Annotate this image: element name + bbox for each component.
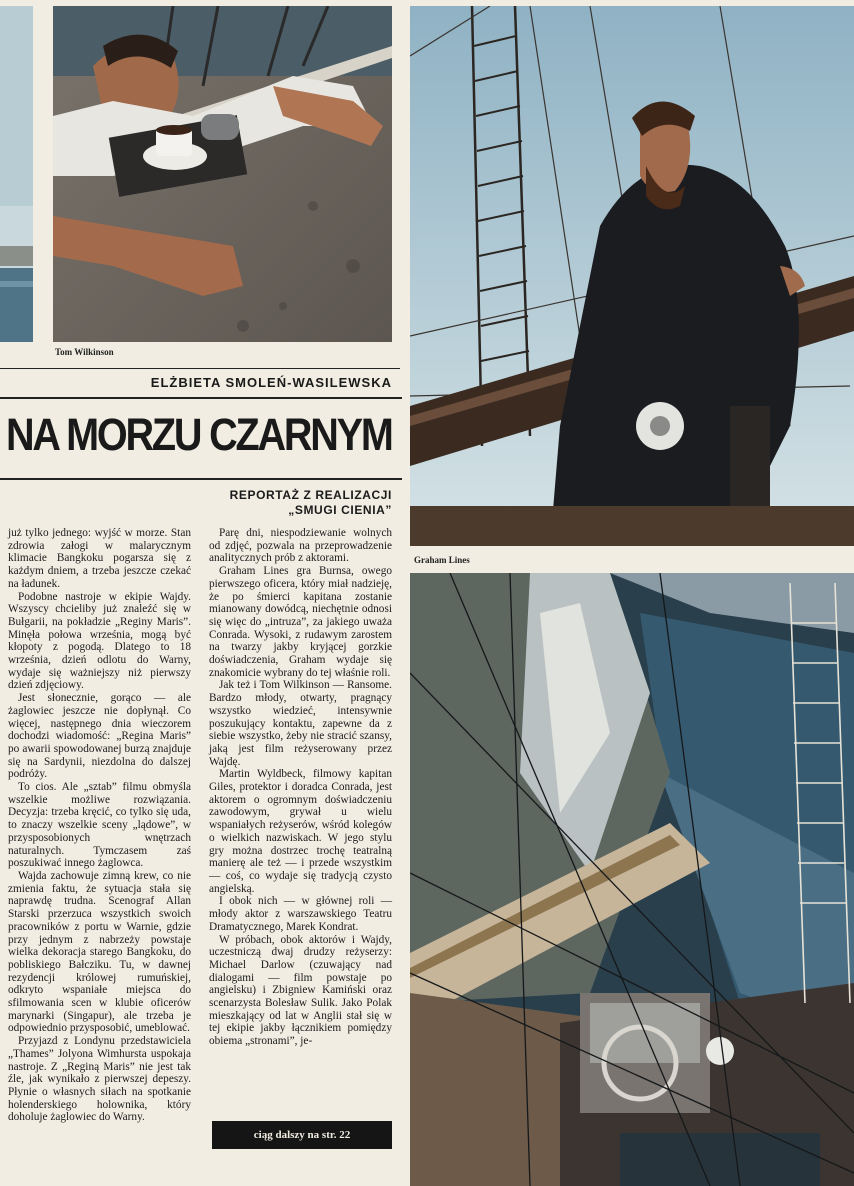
paragraph: Graham Lines gra Burnsa, owego pierwszego oficera, który miał nadzieję, że po śmierci kapitana zostanie mianowany dowódcą, niechętnie odnosi się więc do „intruza”, za jakiego uważa Conrada. Wysoki, z rudawym zarostem na twarzy jakby kryjącej gorzkie doświadczenia, Graham wydaje się znakomicie wybrany do tej właśnie roli.	[209, 565, 392, 679]
paragraph: W próbach, obok aktorów i Wajdy, uczestniczą dwaj drudzy reżyserzy: Michael Darlow (czuwający nad dialogami — film powstaje po angielsku) i Zbigniew Kamiński oraz scenarzysta Bolesław Sulik. Jako Polak mieszkający od lat w Anglii stał się w tej ekipie jakby łącznikiem pomiędzy obiema „stronami”, je-	[209, 933, 392, 1048]
caption-photo1: Tom Wilkinson	[55, 347, 114, 357]
caption-photo2: Graham Lines	[414, 555, 470, 565]
author-byline: ELŻBIETA SMOLEŃ-WASILEWSKA	[150, 375, 392, 390]
paragraph: I obok nich — w głównej roli — młody aktor z warszawskiego Teatru Dramatycznego, Marek Kondrat.	[209, 895, 392, 933]
paragraph: Wajda zachowuje zimną krew, co nie zmienia faktu, że sytuacja stała się naprawdę trudna. Scenograf Allan Starski przerzuca wszystkich swoich pracowników z portu w Warnie, gdzie przy jednym z nabrzeży powstaje wielka dekoracja starego Bangkoku, do pobliskiego Bałcziku. Tu, w dawnej rezydencji królowej rumuńskiej, odkryto wspaniałe miejsca do sfilmowania scen w klubie oficerów marynarki (Singapur), ale trzeba je odpowiednio przysposobić, umeblować.	[8, 869, 191, 1035]
photo-tom-wilkinson	[53, 6, 392, 342]
paragraph: Przyjazd z Londynu przedstawiciela „Thames” Jolyona Wimhursta uspokaja nastroje. Z „Reginą Maris” nie jest tak źle, jak wynikało z pierwszej depeszy. Płynie o własnych siłach na spotkanie holenderskiego holownika, który doholuje żaglowiec do Warny.	[8, 1035, 191, 1124]
top-rule	[0, 368, 400, 369]
text-column-2	[209, 527, 392, 1048]
paragraph: Jest słonecznie, gorąco — ale żaglowiec jeszcze nie dopłynął. Co więcej, następnego dnia wieczorem dochodzi wiadomość: „Regina Maris” po awarii spowodowanej burzą znajduje się na Sardynii, niezdolna do dalszej podróży.	[8, 692, 191, 781]
photo-ship-deck	[410, 573, 854, 1186]
continued-notice	[212, 1121, 392, 1149]
author-rule	[0, 397, 402, 399]
subtitle-line-2: „SMUGI CIENIA”	[288, 503, 392, 517]
subtitle-line-1: REPORTAŻ Z REALIZACJI	[229, 488, 392, 502]
paragraph: już tylko jednego: wyjść w morze. Stan zdrowia załogi w malarycznym klimacie Bangkoku pogarsza się z każdym dniem, a trzeba jeszcze czekać na ładunek.	[8, 527, 191, 590]
headline-rule	[0, 478, 402, 480]
article-headline: NA MORZU CZARNYM	[6, 409, 392, 460]
text-column-1	[8, 527, 191, 1124]
paragraph: Parę dni, niespodziewanie wolnych od zdjęć, pozwala na przeprowadzenie analitycznych prób z aktorami.	[209, 527, 392, 565]
continued-label: ciąg dalszy na str. 22	[253, 1129, 351, 1141]
paragraph: Podobne nastroje w ekipie Wajdy. Wszyscy chcieliby już znaleźć się w Bułgarii, na pokładzie „Reginy Maris”. Minęła połowa września, mogą być kłopoty z pogodą. Dlatego to 18 września, dzień odlotu do Warny, wydaje się ważniejszy niż pierwszy dzień zdjęciowy.	[8, 590, 191, 692]
paragraph: To cios. Ale „sztab” filmu obmyśla wszelkie możliwe rozwiązania. Decyzja: trzeba kręcić, co tylko się uda, to znaczy wszelkie sceny „lądowe”, w przysposobionych wnętrzach naturalnych. Tymczasem zaś poszukiwać innego żaglowca.	[8, 781, 191, 870]
paragraph: Martin Wyldbeck, filmowy kapitan Giles, protektor i doradca Conrada, jest aktorem o ogromnym doświadczeniu zawodowym, grywał u wielu wspaniałych reżyserów, wśród kolegów o wielkich nazwiskach. W jego stylu gry można dostrzec trochę teatralną manierę ale też — i przede wszystkim — coś, co wydaje się tradycją czysto angielską.	[209, 768, 392, 895]
photo-graham-lines	[410, 6, 854, 546]
paragraph: Jak też i Tom Wilkinson — Ransome. Bardzo młody, otwarty, pragnący wszystko wiedzieć, intensywnie poszukujący kontaktu, zapewne da z siebie wszystko, żeby nie stracić szansy, jaką jest film reżyserowany przez Wajdę.	[209, 679, 392, 768]
edge-photo-strip	[0, 6, 33, 342]
article-subtitle	[100, 488, 392, 518]
